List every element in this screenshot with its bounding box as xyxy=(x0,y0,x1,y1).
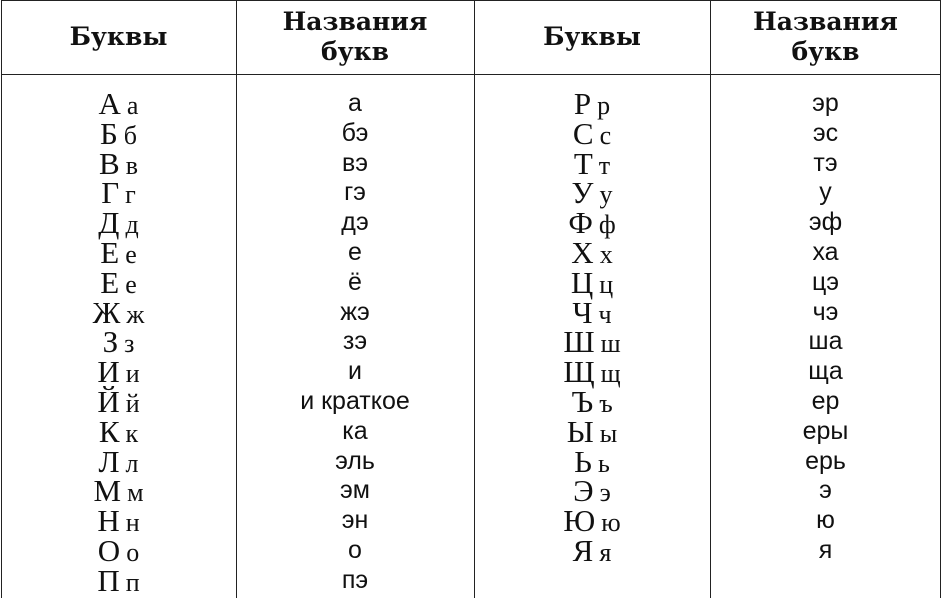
uppercase-letter: Ь xyxy=(574,443,592,479)
letter-name: ю xyxy=(816,506,835,535)
letter-name: вэ xyxy=(341,148,369,177)
lowercase-letter: й xyxy=(125,388,140,418)
letter-name: эс xyxy=(812,118,839,147)
uppercase-letter: З xyxy=(102,324,119,360)
letter-name: ка xyxy=(342,416,368,445)
uppercase-letter: Б xyxy=(99,115,118,151)
lowercase-letter: ч xyxy=(598,299,612,329)
lowercase-letter: ъ xyxy=(599,388,613,418)
uppercase-letter: Е xyxy=(100,264,120,300)
letter-name: и xyxy=(348,357,362,386)
uppercase-letter: Х xyxy=(571,234,594,270)
letter-row xyxy=(474,264,710,300)
letter-row xyxy=(1,503,236,539)
letter-name: зэ xyxy=(342,327,368,356)
letter-name: эр xyxy=(812,89,839,117)
lowercase-letter: з xyxy=(124,329,135,359)
letter-row xyxy=(474,145,710,181)
letter-name: э xyxy=(819,476,832,505)
uppercase-letter: Щ xyxy=(563,354,595,390)
letter-name: ерь xyxy=(805,446,846,475)
letter-row xyxy=(1,562,236,598)
header-names-right: Названия букв xyxy=(753,7,898,66)
lowercase-letter: ц xyxy=(599,269,614,299)
names-column-left xyxy=(236,0,474,598)
names-list-right xyxy=(710,89,941,566)
lowercase-letter: я xyxy=(599,537,612,567)
uppercase-letter: Ы xyxy=(566,413,594,449)
lowercase-letter: р xyxy=(597,91,611,120)
letter-name: эф xyxy=(808,208,843,237)
letter-row xyxy=(1,443,236,479)
uppercase-letter: Ю xyxy=(563,503,596,539)
lowercase-letter: о xyxy=(126,537,140,567)
letter-row xyxy=(474,503,710,539)
lowercase-letter: ю xyxy=(601,508,621,538)
lowercase-letter: к xyxy=(125,418,139,448)
letter-row xyxy=(474,234,710,270)
lowercase-letter: ш xyxy=(600,329,621,359)
lowercase-letter: д xyxy=(125,210,139,240)
uppercase-letter: Ч xyxy=(572,294,593,330)
lowercase-letter: ф xyxy=(598,210,616,240)
letter-row xyxy=(1,354,236,390)
letter-name: эн xyxy=(341,506,369,535)
alphabet-table xyxy=(1,0,941,598)
uppercase-letter: И xyxy=(97,354,120,390)
letter-name: и краткое xyxy=(300,386,410,415)
letter-row xyxy=(474,175,710,211)
lowercase-letter: а xyxy=(126,91,139,120)
letter-row xyxy=(474,294,710,330)
uppercase-letter: П xyxy=(97,562,120,598)
lowercase-letter: у xyxy=(599,180,613,210)
letter-row xyxy=(1,86,236,121)
letter-name: чэ xyxy=(812,297,839,326)
lowercase-letter: ь xyxy=(597,448,610,478)
letter-name: е xyxy=(348,237,362,266)
lowercase-letter: и xyxy=(125,359,140,389)
uppercase-letter: В xyxy=(99,145,120,181)
letters-list-right xyxy=(474,86,710,568)
lowercase-letter: ж xyxy=(126,299,145,329)
lowercase-letter: п xyxy=(125,567,140,597)
lowercase-letter: с xyxy=(599,120,612,150)
uppercase-letter: Й xyxy=(97,383,120,419)
uppercase-letter: Я xyxy=(572,532,594,568)
header-letters-right: Буквы xyxy=(543,22,641,51)
letter-row xyxy=(474,413,710,449)
lowercase-letter: е xyxy=(125,269,137,299)
uppercase-letter: Ш xyxy=(563,324,595,360)
letter-row xyxy=(474,443,710,479)
lowercase-letter: л xyxy=(125,448,139,478)
letters-column-left xyxy=(1,0,236,598)
lowercase-letter: б xyxy=(123,120,138,150)
lowercase-letter: в xyxy=(125,150,138,180)
lowercase-letter: х xyxy=(599,239,613,269)
letter-name: о xyxy=(348,535,362,564)
letter-row xyxy=(474,354,710,390)
uppercase-letter: Е xyxy=(100,234,120,270)
names-column-right xyxy=(710,0,941,598)
letter-row xyxy=(1,413,236,449)
uppercase-letter: Ф xyxy=(568,205,593,241)
letter-row xyxy=(1,264,236,300)
letters-column-right xyxy=(474,0,710,598)
uppercase-letter: К xyxy=(98,413,120,449)
uppercase-letter: Э xyxy=(573,473,594,509)
letter-row xyxy=(1,383,236,419)
letter-name: цэ xyxy=(811,267,840,296)
lowercase-letter: г xyxy=(125,180,136,210)
letter-name: гэ xyxy=(344,178,366,207)
letter-name: дэ xyxy=(341,208,369,237)
uppercase-letter: О xyxy=(97,532,121,568)
lowercase-letter: щ xyxy=(600,359,621,389)
lowercase-letter: ы xyxy=(599,418,618,448)
letter-row xyxy=(474,383,710,419)
uppercase-letter: Ц xyxy=(570,264,594,300)
letter-row xyxy=(1,175,236,211)
letter-name: эм xyxy=(340,476,370,505)
letter-row xyxy=(1,205,236,241)
letter-row xyxy=(474,532,710,568)
letters-list-left xyxy=(1,86,236,598)
letter-name: эль xyxy=(335,446,375,475)
uppercase-letter: У xyxy=(571,175,594,211)
letter-name: ша xyxy=(808,327,843,356)
letter-name: а xyxy=(348,89,362,117)
letter-name: тэ xyxy=(813,148,838,177)
letter-row xyxy=(1,532,236,568)
uppercase-letter: Д xyxy=(98,205,120,241)
uppercase-letter: С xyxy=(572,115,594,151)
names-list-left xyxy=(236,89,474,596)
letter-name: у xyxy=(819,178,832,207)
header-letters-left: Буквы xyxy=(69,22,168,51)
lowercase-letter: м xyxy=(127,478,144,508)
letter-name: пэ xyxy=(341,565,369,594)
letter-row xyxy=(1,234,236,270)
uppercase-letter: Г xyxy=(101,175,120,211)
uppercase-letter: Ъ xyxy=(571,383,594,419)
letter-row xyxy=(1,324,236,360)
uppercase-letter: М xyxy=(93,473,122,509)
letter-row xyxy=(1,294,236,330)
letter-name: ер xyxy=(811,386,840,415)
uppercase-letter: Р xyxy=(573,86,592,121)
lowercase-letter: т xyxy=(598,150,611,180)
letter-name: я xyxy=(818,535,833,564)
letter-name: ща xyxy=(808,357,843,386)
letter-row xyxy=(474,473,710,509)
letter-row xyxy=(1,145,236,181)
letter-row xyxy=(1,473,236,509)
letter-row xyxy=(474,115,710,151)
letter-row xyxy=(1,115,236,151)
uppercase-letter: Ж xyxy=(92,294,121,330)
letter-row xyxy=(474,205,710,241)
letter-name: ха xyxy=(812,237,839,266)
lowercase-letter: э xyxy=(599,478,611,508)
header-names-left: Названия букв xyxy=(282,7,428,66)
lowercase-letter: е xyxy=(125,239,137,269)
lowercase-letter: н xyxy=(125,508,140,538)
uppercase-letter: Л xyxy=(98,443,120,479)
letter-name: еры xyxy=(802,416,849,445)
letter-row xyxy=(474,86,710,121)
letter-name: бэ xyxy=(341,118,369,147)
letter-name: жэ xyxy=(340,297,370,326)
uppercase-letter: Н xyxy=(97,503,120,539)
uppercase-letter: А xyxy=(98,86,121,121)
uppercase-letter: Т xyxy=(573,145,593,181)
letter-name: ё xyxy=(348,267,362,296)
letter-row xyxy=(474,324,710,360)
